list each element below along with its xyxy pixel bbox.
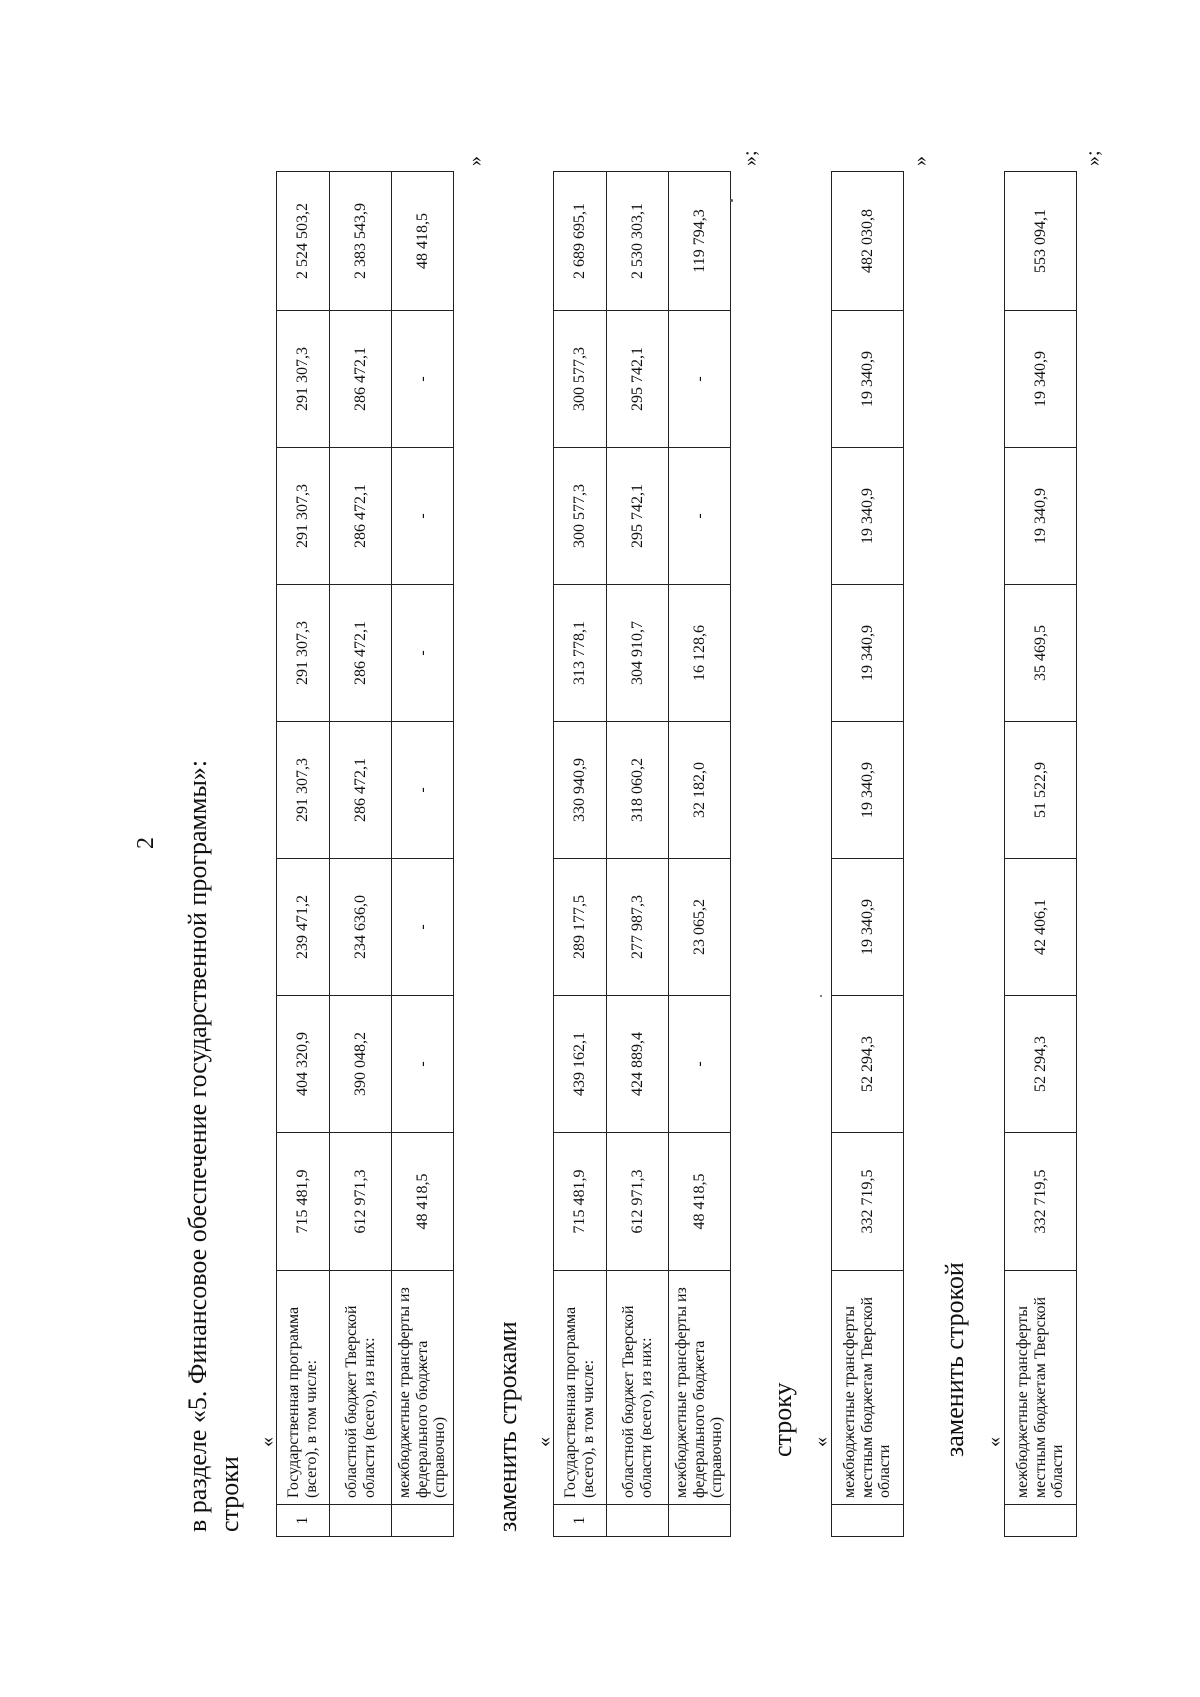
value-cell: - — [392, 722, 454, 859]
row-number — [832, 1505, 904, 1537]
value-cell: - — [392, 996, 454, 1133]
value-cell: 289 177,5 — [554, 859, 607, 996]
heading-replace-row: заменить строкой — [940, 1262, 969, 1457]
table-old-row — [831, 171, 904, 1537]
row-name: межбюджетные трансферты из федерального бюджета (справочно) — [669, 1271, 731, 1505]
value-cell: 295 742,1 — [607, 448, 669, 585]
row-number — [607, 1505, 669, 1537]
value-cell: 277 987,3 — [607, 859, 669, 996]
value-cell: 19 340,9 — [832, 311, 904, 448]
row-name: межбюджетные трансферты местным бюджетам Тверской области — [1005, 1271, 1077, 1505]
value-cell: 42 406,1 — [1005, 859, 1077, 996]
value-cell: 23 065,2 — [669, 859, 731, 996]
table-row — [330, 172, 392, 1537]
value-cell: 390 048,2 — [330, 996, 392, 1133]
value-cell: 286 472,1 — [330, 311, 392, 448]
value-cell: 715 481,9 — [277, 1133, 330, 1271]
open-quote: « — [810, 1437, 832, 1447]
close-quote-semicolon: »; — [1082, 150, 1104, 166]
value-total-cell: 482 030,8 — [832, 172, 904, 311]
page-number: 2 — [133, 837, 159, 849]
table-old-rows — [276, 171, 454, 1537]
value-cell: - — [669, 996, 731, 1133]
value-cell: 286 472,1 — [330, 585, 392, 722]
intro-text — [182, 760, 245, 1532]
intro-line-1: в разделе «5. Финансовое обеспечение государственной программы»: — [183, 759, 212, 1532]
value-cell: 332 719,5 — [1005, 1133, 1077, 1271]
value-cell: 300 577,3 — [554, 311, 607, 448]
value-cell: 612 971,3 — [330, 1133, 392, 1271]
value-cell: 404 320,9 — [277, 996, 330, 1133]
value-cell: 332 719,5 — [832, 1133, 904, 1271]
value-total-cell: 553 094,1 — [1005, 172, 1077, 311]
value-cell: 19 340,9 — [832, 448, 904, 585]
table-old-rows-block — [276, 171, 454, 1537]
heading-row: строку — [768, 1382, 797, 1457]
open-quote: « — [983, 1437, 1005, 1447]
row-number: 1 — [554, 1505, 607, 1537]
open-quote: « — [533, 1437, 555, 1447]
close-quote: » — [909, 156, 931, 166]
value-cell: 715 481,9 — [554, 1133, 607, 1271]
row-name: межбюджетные трансферты из федерального бюджета (справочно) — [392, 1271, 454, 1505]
open-quote: « — [256, 1437, 278, 1447]
row-name: областной бюджет Тверской области (всего), из них: — [607, 1271, 669, 1505]
value-cell: - — [392, 311, 454, 448]
value-cell: 304 910,7 — [607, 585, 669, 722]
row-name: областной бюджет Тверской области (всего), из них: — [330, 1271, 392, 1505]
value-cell: 330 940,9 — [554, 722, 607, 859]
value-cell: 16 128,6 — [669, 585, 731, 722]
value-cell: 286 472,1 — [330, 722, 392, 859]
intro-line-2: строки — [214, 1456, 244, 1532]
value-cell: 291 307,3 — [277, 722, 330, 859]
value-total-cell: 2 383 543,9 — [330, 172, 392, 311]
row-number — [330, 1505, 392, 1537]
value-cell: 19 340,9 — [1005, 448, 1077, 585]
value-cell: 612 971,3 — [607, 1133, 669, 1271]
table-row — [669, 172, 731, 1537]
value-cell: 19 340,9 — [832, 585, 904, 722]
value-cell: 32 182,0 — [669, 722, 731, 859]
value-cell: 52 294,3 — [832, 996, 904, 1133]
value-total-cell: 119 794,3 — [669, 172, 731, 311]
row-name: Государственная программа (всего), в том числе: — [277, 1271, 330, 1505]
row-name: Государственная программа (всего), в том числе: — [554, 1271, 607, 1505]
table-old-row-block — [831, 171, 904, 1537]
close-quote: » — [464, 156, 486, 166]
table-new-row-block — [1004, 171, 1077, 1537]
value-cell: 313 778,1 — [554, 585, 607, 722]
value-cell: 52 294,3 — [1005, 996, 1077, 1133]
value-total-cell: 48 418,5 — [392, 172, 454, 311]
row-number — [669, 1505, 731, 1537]
table-new-rows — [553, 171, 731, 1537]
value-cell: 318 060,2 — [607, 722, 669, 859]
value-cell: 300 577,3 — [554, 448, 607, 585]
table-new-row — [1004, 171, 1077, 1537]
value-cell: 439 162,1 — [554, 996, 607, 1133]
row-number — [1005, 1505, 1077, 1537]
value-cell: 424 889,4 — [607, 996, 669, 1133]
value-cell: 51 522,9 — [1005, 722, 1077, 859]
table-row — [1005, 172, 1077, 1537]
value-cell: 291 307,3 — [277, 585, 330, 722]
value-total-cell: 2 689 695,1 — [554, 172, 607, 311]
value-total-cell: 2 524 503,2 — [277, 172, 330, 311]
value-cell: 48 418,5 — [669, 1133, 731, 1271]
table-row — [832, 172, 904, 1537]
value-cell: 291 307,3 — [277, 311, 330, 448]
value-cell: - — [392, 448, 454, 585]
row-number — [392, 1505, 454, 1537]
value-cell: - — [669, 448, 731, 585]
table-row — [392, 172, 454, 1537]
value-cell: - — [392, 585, 454, 722]
value-cell: 239 471,2 — [277, 859, 330, 996]
value-cell: 291 307,3 — [277, 448, 330, 585]
value-cell: 295 742,1 — [607, 311, 669, 448]
value-total-cell: 2 530 303,1 — [607, 172, 669, 311]
value-cell: 19 340,9 — [832, 859, 904, 996]
value-cell: - — [669, 311, 731, 448]
scan-artifact — [820, 995, 822, 997]
row-number: 1 — [277, 1505, 330, 1537]
heading-replace-rows: заменить строками — [493, 1321, 522, 1532]
row-name: межбюджетные трансферты местным бюджетам Тверской области — [832, 1271, 904, 1505]
table-row — [607, 172, 669, 1537]
value-cell: 234 636,0 — [330, 859, 392, 996]
table-row — [554, 172, 607, 1537]
scan-artifact — [730, 199, 733, 202]
value-cell: 19 340,9 — [832, 722, 904, 859]
table-row — [277, 172, 330, 1537]
close-quote-semicolon: »; — [739, 150, 761, 166]
value-cell: 48 418,5 — [392, 1133, 454, 1271]
value-cell: 35 469,5 — [1005, 585, 1077, 722]
value-cell: 19 340,9 — [1005, 311, 1077, 448]
table-new-rows-block — [553, 171, 731, 1537]
value-cell: 286 472,1 — [330, 448, 392, 585]
value-cell: - — [392, 859, 454, 996]
